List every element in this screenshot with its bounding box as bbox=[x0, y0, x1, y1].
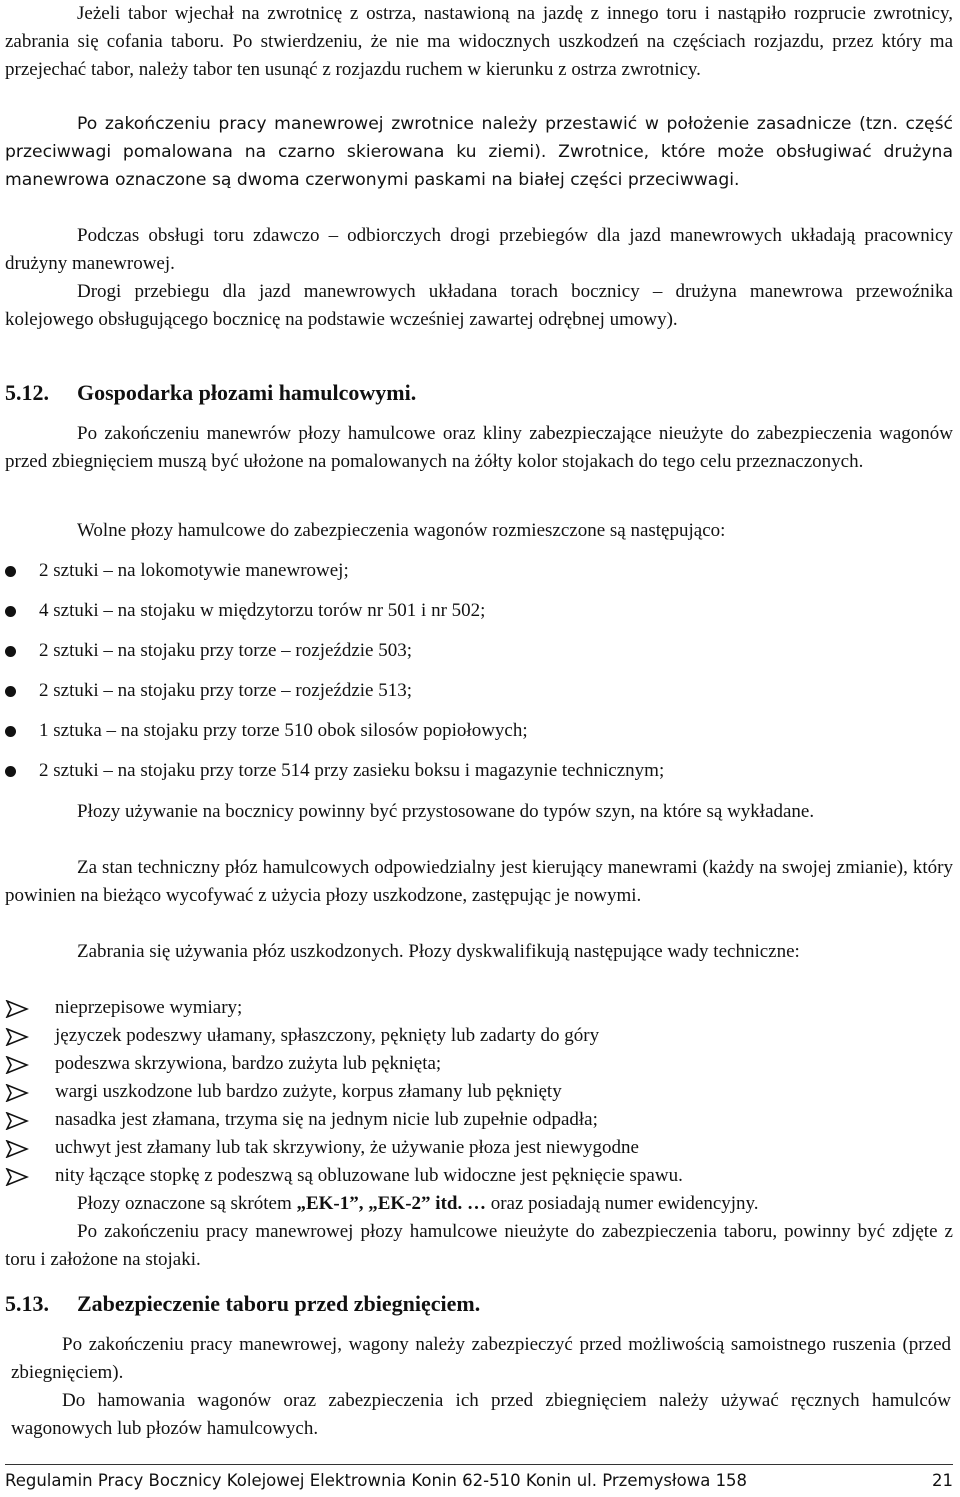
section-number: 5.13. bbox=[5, 1291, 49, 1316]
list-item: języczek podeszwy ułamany, spłaszczony, pęknięty lub zadarty do góry bbox=[0, 1022, 931, 1050]
list-item: wargi uszkodzone lub bardzo zużyte, korpus złamany lub pęknięty bbox=[0, 1078, 931, 1106]
list-item: 2 sztuki – na stojaku przy torze – rozjeździe 513; bbox=[0, 671, 931, 711]
list-item: 2 sztuki – na lokomotywie manewrowej; bbox=[0, 551, 931, 591]
bullet-icon bbox=[5, 686, 16, 697]
paragraph-removal: Po zakończeniu pracy manewrowej płozy hamulcowe nieużyte do zabezpieczenia taboru, powinny być zdjęte z toru i założone na stojaki. bbox=[5, 1221, 953, 1270]
footer-text: Regulamin Pracy Bocznicy Kolejowej Elektrownia Konin 62-510 Konin ul. Przemysłowa 158 bbox=[5, 1471, 748, 1490]
paragraph-switch-position: Po zakończeniu pracy manewrowej zwrotnice należy przestawić w położenie zasadnicze (tzn. część przeciwwagi pomalowana na czarno skierowana ku ziemi). Zwrotnice, które może obsługiwać drużyna manewrowa oznaczone są dwoma czerwonymi paskami na białej części przeciwwagi. bbox=[5, 114, 953, 190]
list-item: 2 sztuki – na stojaku przy torze – rozjeździe 503; bbox=[0, 631, 931, 671]
bullet-icon bbox=[5, 766, 16, 777]
list-item: 2 sztuki – na stojaku przy torze 514 przy zasieku boksu i magazynie technicznym; bbox=[0, 751, 931, 791]
page-footer bbox=[5, 1464, 953, 1490]
arrow-bullet-icon bbox=[5, 1000, 29, 1018]
paragraph-placement-intro: Wolne płozy hamulcowe do zabezpieczenia wagonów rozmieszczone są następująco: bbox=[77, 520, 726, 541]
arrow-bullet-icon bbox=[5, 1140, 29, 1158]
bullet-icon bbox=[5, 646, 16, 657]
paragraph-derailment: Jeżeli tabor wjechał na zwrotnicę z ostrza, nastawioną na jazdę z innego toru i nastąpiło rozprucie zwrotnicy, zabrania się cofania taboru. Po stwierdzeniu, że nie ma widocznych uszkodzeń na częściach rozjazdu, przez który ma przejechać tabor, należy tabor ten usunąć z rozjazdu ruchem w kierunku z ostrza zwrotnicy. bbox=[5, 3, 953, 80]
bullet-icon bbox=[5, 566, 16, 577]
section-title: Gospodarka płozami hamulcowymi. bbox=[77, 380, 417, 405]
paragraph-defects-intro: Zabrania się używania płóz uszkodzonych. Płozy dyskwalifikują następujące wady techniczne: bbox=[77, 941, 800, 962]
list-item: 1 sztuka – na stojaku przy torze 510 obok silosów popiołowych; bbox=[0, 711, 931, 751]
arrow-bullet-icon bbox=[5, 1056, 29, 1074]
section-heading-5-12 bbox=[5, 379, 416, 407]
list-item: uchwyt jest złamany lub tak skrzywiony, że używanie płoza jest niewygodne bbox=[0, 1134, 931, 1162]
list-item: nasadka jest złamana, trzyma się na jednym nicie lub zupełnie odpadła; bbox=[0, 1106, 931, 1134]
section-heading-5-13 bbox=[5, 1290, 480, 1318]
arrow-bullet-icon bbox=[5, 1084, 29, 1102]
arrow-bullet-icon bbox=[5, 1168, 29, 1186]
list-item: nieprzepisowe wymiary; bbox=[0, 994, 931, 1022]
paragraph-route-setting: Podczas obsługi toru zdawczo – odbiorczych drogi przebiegów dla jazd manewrowych układają pracownicy drużyny manewrowej. bbox=[5, 225, 953, 274]
list-item: nity łączące stopkę z podeszwą są obluzowane lub widoczne jest pęknięcie spawu. bbox=[0, 1162, 931, 1190]
bullet-icon bbox=[5, 726, 16, 737]
paragraph-siding-routes: Drogi przebiegu dla jazd manewrowych układana torach bocznicy – drużyna manewrowa przewoźnika kolejowego obsługującego bocznicę na podstawie wcześniej zawartej odrębnej umowy). bbox=[5, 281, 953, 330]
placement-list bbox=[0, 551, 931, 791]
section-number: 5.12. bbox=[5, 380, 49, 405]
bullet-icon bbox=[5, 606, 16, 617]
section-title: Zabezpieczenie taboru przed zbiegnięciem. bbox=[77, 1291, 481, 1316]
paragraph-responsibility: Za stan techniczny płóz hamulcowych odpowiedzialny jest kierujący manewrami (każdy na swojej zmianie), który powinien na bieżąco wycofywać z użycia płozy uszkodzone, zastępując je nowymi. bbox=[5, 857, 953, 906]
paragraph-securing: Po zakończeniu pracy manewrowej, wagony należy zabezpieczyć przed możliwością samoistnego ruszenia (przed zbiegnięciem). bbox=[11, 1334, 951, 1383]
list-item: podeszwa skrzywiona, bardzo zużyta lub pęknięta; bbox=[0, 1050, 931, 1078]
arrow-bullet-icon bbox=[5, 1028, 29, 1046]
marking-code: „EK-1”, „EK-2” itd. … bbox=[296, 1193, 486, 1214]
list-item: 4 sztuki – na stojaku w międzytorzu torów nr 501 i nr 502; bbox=[0, 591, 931, 631]
paragraph-rail-types: Płozy używanie na bocznicy powinny być przystosowane do typów szyn, na które są wykładane. bbox=[77, 801, 815, 822]
arrow-bullet-icon bbox=[5, 1112, 29, 1130]
paragraph-marking: Płozy oznaczone są skrótem „EK-1”, „EK-2” itd. … oraz posiadają numer ewidencyjny. bbox=[77, 1193, 759, 1214]
paragraph-braking: Do hamowania wagonów oraz zabezpieczenia ich przed zbiegnięciem należy używać ręcznych hamulców wagonowych lub płozów hamulcowych. bbox=[11, 1390, 951, 1439]
paragraph-storage: Po zakończeniu manewrów płozy hamulcowe oraz kliny zabezpieczające nieużyte do zabezpieczenia wagonów przed zbiegnięciem muszą być ułożone na pomalowanych na żółty kolor stojakach do tego celu przeznaczonych. bbox=[5, 423, 953, 472]
defects-list bbox=[0, 994, 931, 1190]
page-number: 21 bbox=[932, 1471, 953, 1490]
